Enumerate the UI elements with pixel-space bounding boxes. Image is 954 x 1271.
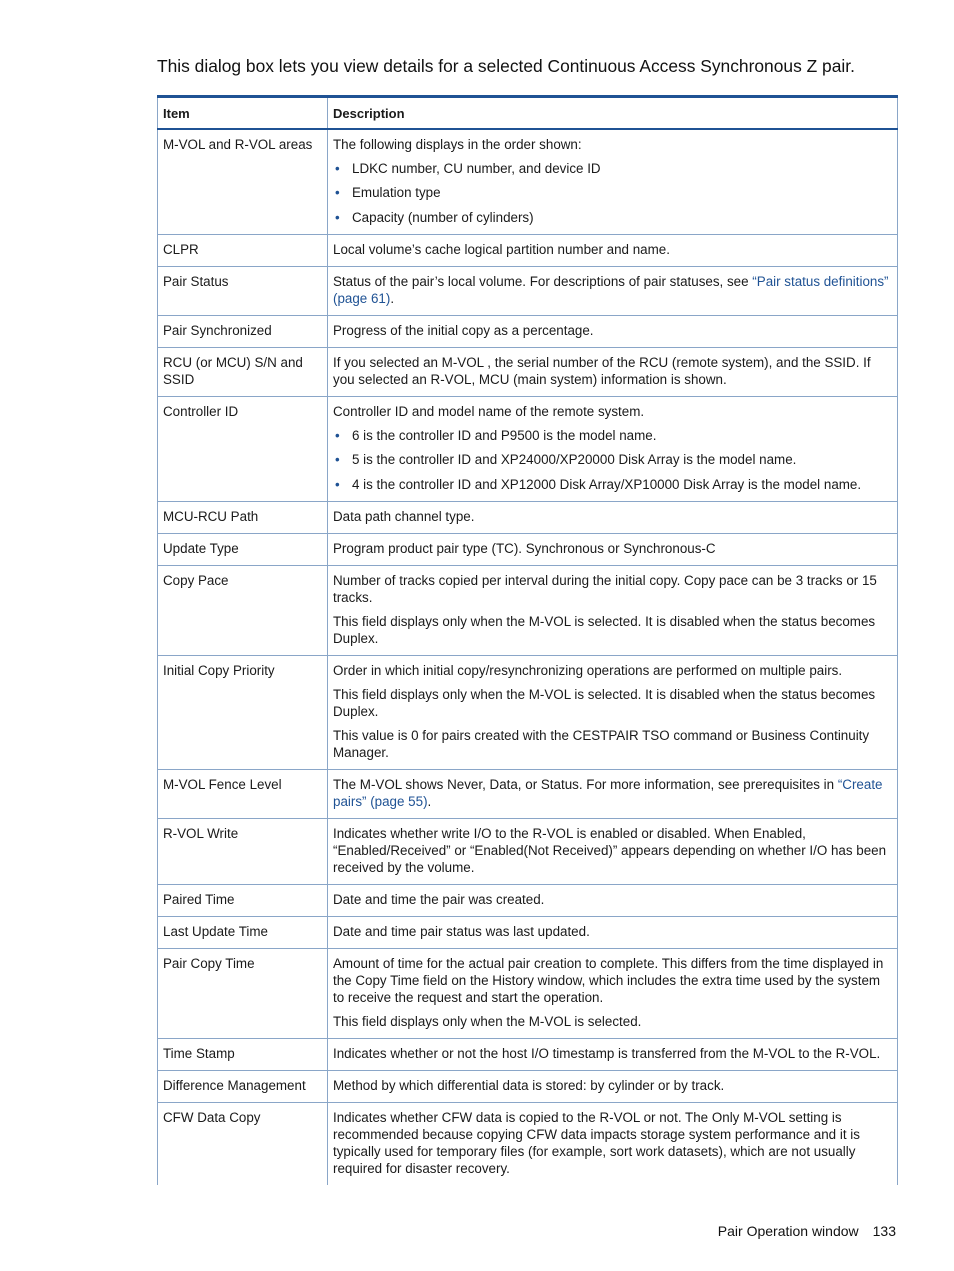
description-text: [333, 776, 892, 810]
description-cell: [328, 396, 898, 501]
description-cell: [328, 315, 898, 347]
table-row: [158, 565, 898, 655]
description-cell: [328, 916, 898, 948]
description-text-span: Status of the pair’s local volume. For descriptions of pair statuses, see: [333, 273, 753, 289]
item-cell: RCU (or MCU) S/N and SSID: [158, 347, 328, 396]
item-cell: Update Type: [158, 533, 328, 565]
bullet-item: • Capacity (number of cylinders): [333, 209, 892, 226]
bullet-item: • 5 is the controller ID and XP24000/XP20000 Disk Array is the model name.: [333, 451, 892, 468]
description-text: [333, 1045, 892, 1062]
description-note: This field displays only when the M-VOL is selected. It is disabled when the status becomes Duplex.: [333, 686, 876, 719]
description-text-span: Local volume’s cache logical partition number and name.: [333, 241, 670, 257]
table-row: [158, 1102, 898, 1185]
item-cell: MCU-RCU Path: [158, 501, 328, 533]
table-row: [158, 916, 898, 948]
item-cell: CFW Data Copy: [158, 1102, 328, 1185]
description-text-span: Amount of time for the actual pair creation to complete. This differs from the time displayed in the Copy Time field on the History window, which includes the extra time used by the system to receive the request and start the operation.: [333, 955, 884, 1005]
description-cell: [328, 347, 898, 396]
description-tail: .: [427, 793, 432, 809]
description-cell: [328, 533, 898, 565]
item-cell: Initial Copy Priority: [158, 655, 328, 769]
description-text: [333, 662, 892, 679]
description-cell: [328, 655, 898, 769]
item-cell: Pair Status: [158, 266, 328, 315]
table-row: [158, 501, 898, 533]
table-row: [158, 818, 898, 884]
item-cell: Time Stamp: [158, 1038, 328, 1070]
description-note: This field displays only when the M-VOL is selected. It is disabled when the status becomes Duplex.: [333, 613, 876, 646]
description-text-span: Indicates whether CFW data is copied to the R-VOL or not. The Only M-VOL setting is recommended because copying CFW data impacts storage system performance and it is typically used for temporary files (for example, sort work datasets), which are not usually required for disaster recovery.: [333, 1109, 860, 1176]
bullet-list: [333, 427, 892, 493]
description-cell: [328, 501, 898, 533]
item-cell: Last Update Time: [158, 916, 328, 948]
table-row: [158, 948, 898, 1038]
bullet-item: • LDKC number, CU number, and device ID: [333, 160, 892, 177]
description-tail: .: [390, 290, 395, 306]
table-row: [158, 884, 898, 916]
item-cell: Paired Time: [158, 884, 328, 916]
description-text-span: Number of tracks copied per interval during the initial copy. Copy pace can be 3 tracks or 15 tracks.: [333, 572, 877, 605]
table-row: [158, 234, 898, 266]
item-cell: CLPR: [158, 234, 328, 266]
description-text: [333, 955, 892, 1006]
description-text: [333, 508, 892, 525]
description-cell: [328, 884, 898, 916]
description-text: [333, 403, 892, 420]
item-cell: Pair Synchronized: [158, 315, 328, 347]
item-cell: Controller ID: [158, 396, 328, 501]
table-row: [158, 655, 898, 769]
item-cell: Pair Copy Time: [158, 948, 328, 1038]
description-cell: [328, 565, 898, 655]
description-text: [333, 273, 892, 307]
table-row: [158, 266, 898, 315]
item-cell: M-VOL Fence Level: [158, 769, 328, 818]
description-text: [333, 1077, 892, 1094]
table-row: [158, 129, 898, 234]
table-row: [158, 533, 898, 565]
description-cell: [328, 234, 898, 266]
cross-reference-link[interactable]: “Pair status definitions” (page 61): [333, 273, 889, 306]
item-cell: Difference Management: [158, 1070, 328, 1102]
description-text-span: Order in which initial copy/resynchronizing operations are performed on multiple pairs.: [333, 662, 843, 678]
description-text-span: Indicates whether write I/O to the R-VOL is enabled or disabled. When Enabled, “Enabled/Received” or “Enabled(Not Received)” appears depending on whether I/O has been received by the volume.: [333, 825, 887, 875]
table-header-row: [158, 97, 898, 130]
description-text-span: Indicates whether or not the host I/O timestamp is transferred from the M-VOL to the R-VOL.: [333, 1045, 881, 1061]
table-body: [158, 129, 898, 1185]
description-text: [333, 241, 892, 258]
pair-details-table: [157, 95, 898, 1185]
description-text-span: Progress of the initial copy as a percentage.: [333, 322, 594, 338]
table-row: [158, 769, 898, 818]
description-text: [333, 923, 892, 940]
description-cell: [328, 1102, 898, 1185]
header-description: Description: [328, 97, 898, 130]
description-cell: [328, 1070, 898, 1102]
intro-paragraph: This dialog box lets you view details for a selected Continuous Access Synchronous Z pair.: [157, 56, 855, 76]
description-note: This value is 0 for pairs created with the CESTPAIR TSO command or Business Continuity Manager.: [333, 727, 870, 760]
page-footer: [718, 1222, 896, 1240]
page-number: 133: [872, 1223, 896, 1239]
description-cell: [328, 818, 898, 884]
table-row: [158, 1070, 898, 1102]
description-text: [333, 825, 892, 876]
description-text: [333, 540, 892, 557]
description-note: This field displays only when the M-VOL is selected.: [333, 1013, 642, 1029]
table-row: [158, 315, 898, 347]
description-cell: [328, 129, 898, 234]
description-text-span: If you selected an M-VOL , the serial number of the RCU (remote system), and the SSID. If you selected an R-VOL, MCU (main system) information is shown.: [333, 354, 871, 387]
description-text-span: Date and time pair status was last updated.: [333, 923, 590, 939]
description-text-span: Controller ID and model name of the remote system.: [333, 403, 645, 419]
bullet-item: • 6 is the controller ID and P9500 is the model name.: [333, 427, 892, 444]
item-cell: M-VOL and R-VOL areas: [158, 129, 328, 234]
table-row: [158, 396, 898, 501]
description-text: [333, 354, 892, 388]
bullet-item: • 4 is the controller ID and XP12000 Disk Array/XP10000 Disk Array is the model name.: [333, 476, 892, 493]
item-cell: R-VOL Write: [158, 818, 328, 884]
table-row: [158, 347, 898, 396]
item-cell: Copy Pace: [158, 565, 328, 655]
description-text-span: Program product pair type (TC). Synchronous or Synchronous-C: [333, 540, 716, 556]
description-cell: [328, 769, 898, 818]
description-text: [333, 572, 892, 606]
description-text: [333, 1109, 892, 1177]
table-row: [158, 1038, 898, 1070]
description-text-span: Method by which differential data is stored: by cylinder or by track.: [333, 1077, 725, 1093]
footer-section-title: Pair Operation window: [717, 1223, 859, 1239]
description-cell: [328, 948, 898, 1038]
description-text: [333, 322, 892, 339]
cross-reference-link[interactable]: “Create pairs” (page 55): [333, 776, 883, 809]
description-text-span: The M-VOL shows Never, Data, or Status. For more information, see prerequisites in: [333, 776, 838, 792]
description-cell: [328, 1038, 898, 1070]
bullet-list: [333, 160, 892, 226]
bullet-item: • Emulation type: [333, 184, 892, 201]
description-text: [333, 136, 892, 153]
header-item: Item: [158, 97, 328, 130]
description-text-span: Date and time the pair was created.: [333, 891, 545, 907]
description-text-span: Data path channel type.: [333, 508, 475, 524]
description-text: [333, 891, 892, 908]
description-cell: [328, 266, 898, 315]
description-text-span: The following displays in the order shown:: [333, 137, 582, 152]
